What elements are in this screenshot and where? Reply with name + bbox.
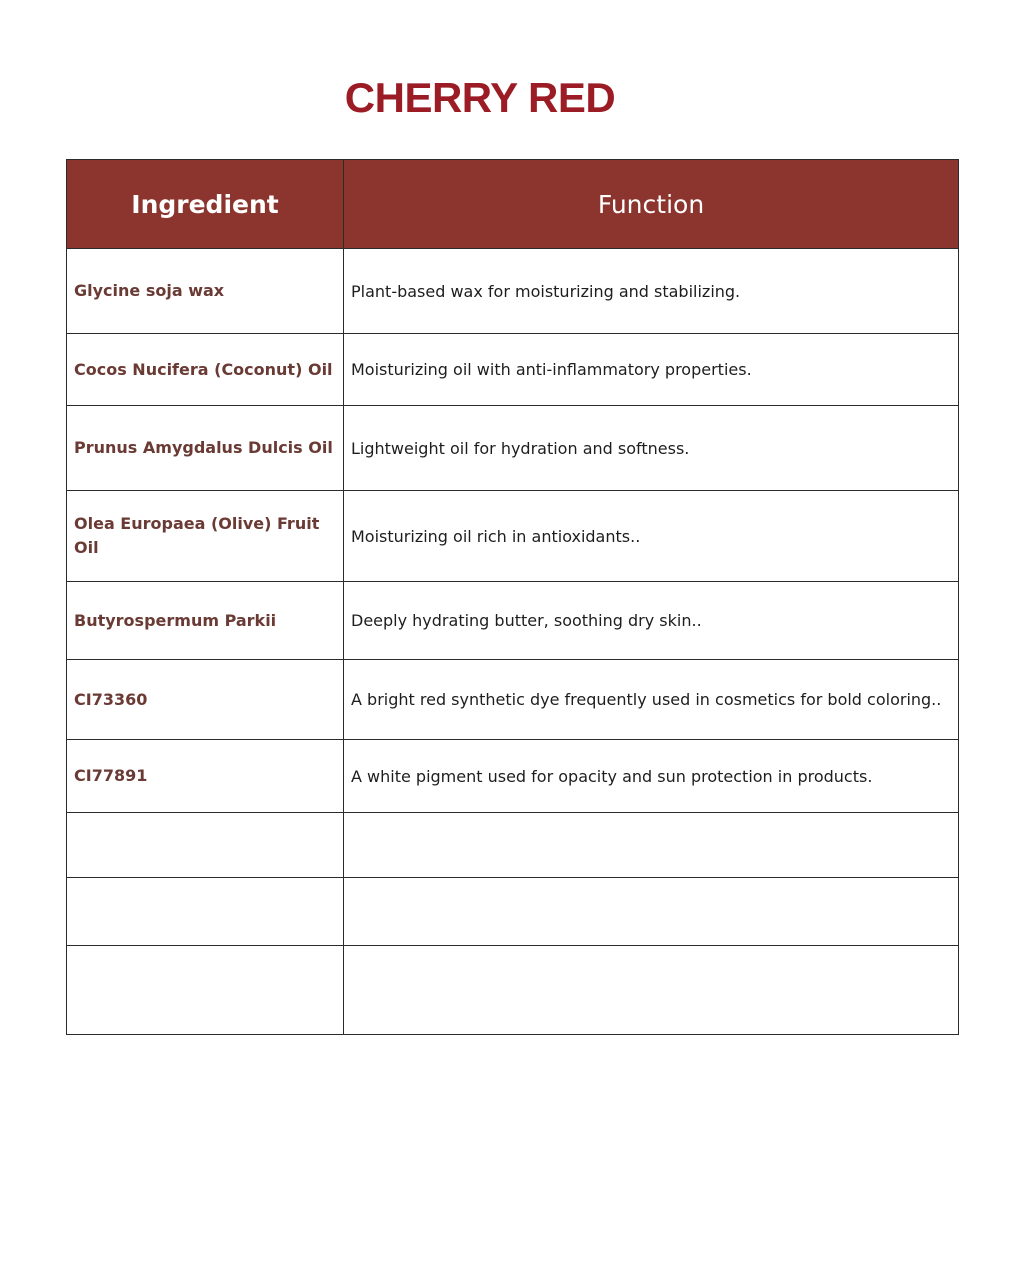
ingredients-table [66,159,959,1035]
table-row [67,491,959,582]
ingredient-cell: Glycine soja wax [67,249,344,334]
ingredient-cell: Cocos Nucifera (Coconut) Oil [67,334,344,406]
function-cell: Moisturizing oil with anti-inflammatory properties. [344,334,959,406]
function-cell: Deeply hydrating butter, soothing dry skin.. [344,582,959,660]
ingredient-cell [67,878,344,946]
table-row [67,878,959,946]
table-row [67,813,959,878]
ingredient-cell [67,813,344,878]
ingredient-cell: CI73360 [67,660,344,740]
ingredient-cell: Butyrospermum Parkii [67,582,344,660]
function-cell: Lightweight oil for hydration and softness. [344,406,959,491]
table-row [67,660,959,740]
table-header-row [67,160,959,249]
table-row [67,946,959,1035]
function-cell: A bright red synthetic dye frequently used in cosmetics for bold coloring.. [344,660,959,740]
function-cell [344,878,959,946]
header-ingredient: Ingredient [67,160,344,249]
table-row [67,406,959,491]
header-function: Function [344,160,959,249]
function-cell: Moisturizing oil rich in antioxidants.. [344,491,959,582]
function-cell [344,813,959,878]
function-cell [344,946,959,1035]
ingredient-cell: Olea Europaea (Olive) Fruit Oil [67,491,344,582]
function-cell: Plant-based wax for moisturizing and stabilizing. [344,249,959,334]
page-title: CHERRY RED [344,74,616,121]
table-row [67,582,959,660]
table-row [67,334,959,406]
function-cell: A white pigment used for opacity and sun protection in products. [344,740,959,813]
table-row [67,740,959,813]
ingredient-cell: Prunus Amygdalus Dulcis Oil [67,406,344,491]
ingredient-cell [67,946,344,1035]
ingredient-cell: CI77891 [67,740,344,813]
table-row [67,249,959,334]
